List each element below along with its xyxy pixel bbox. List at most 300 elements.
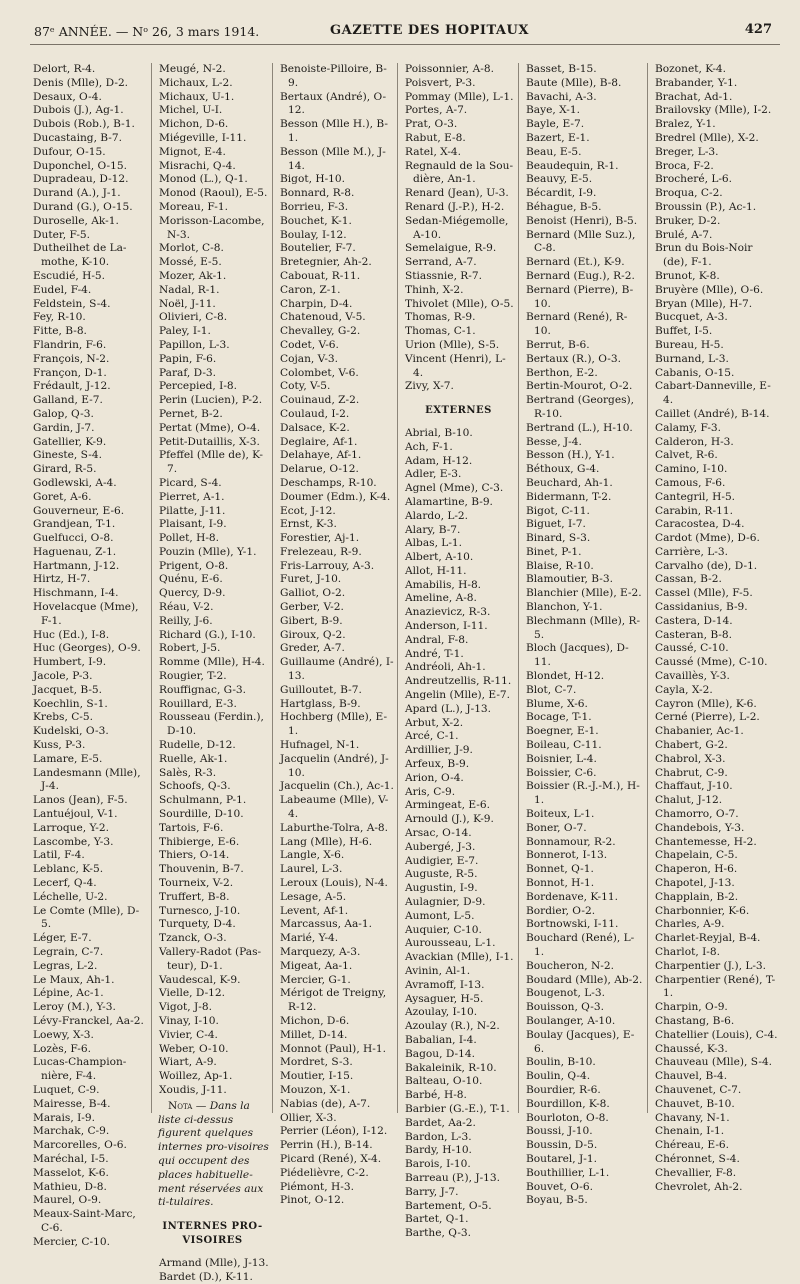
- list-item: Jacquelin (Ch.), Ac-1.: [280, 780, 394, 793]
- list-item: Chabanier, Ac-1.: [655, 725, 744, 738]
- list-item: Binard, S-3.: [526, 532, 591, 545]
- list-item: Semelaigue, R-9.: [405, 242, 497, 255]
- list-item: Masselot, K-6.: [33, 1166, 109, 1179]
- list-item: Binet, P-1.: [526, 545, 582, 558]
- list-item: Chapotel, J-13.: [655, 877, 735, 890]
- list-item: Lecerf, Q-4.: [33, 877, 97, 890]
- list-item: Rouffignac, G-3.: [159, 683, 247, 696]
- list-item: Chavany, N-1.: [655, 1111, 730, 1124]
- list-item: Charpin, O-9.: [655, 1001, 728, 1014]
- list-item: Benoiste-Pilloire, B-9.: [280, 63, 387, 89]
- list-item: Cassel (Mlle), F-5.: [655, 587, 753, 600]
- section-title-externes: EXTERNES: [425, 405, 492, 417]
- list-item: Mignot, E-4.: [159, 145, 226, 158]
- list-item: Béthoux, G-4.: [526, 463, 600, 476]
- list-item: Eudel, F-4.: [33, 283, 92, 296]
- list-item: Brunot, K-8.: [655, 269, 720, 282]
- list-item: Chaussé, K-3.: [655, 1042, 728, 1055]
- list-item: Charbonnier, K-6.: [655, 904, 750, 917]
- list-item: Barois, I-10.: [405, 1158, 471, 1171]
- list-item: Jacquelin (André), J-10.: [280, 752, 389, 779]
- list-item: Bardet, Aa-2.: [405, 1116, 476, 1129]
- list-item: Chandebois, Y-3.: [655, 821, 745, 834]
- list-item: Pommay (Mlle), L-1.: [405, 90, 514, 103]
- list-item: Chapelain, C-5.: [655, 849, 738, 862]
- section-title-internes-provisoires: INTERNES PRO-VISOIRES: [162, 1221, 263, 1246]
- list-item: Chauvel, B-4.: [655, 1070, 728, 1083]
- list-item: Albert, A-10.: [405, 551, 474, 564]
- list-item: Bredrel (Mlle), X-2.: [655, 131, 759, 144]
- list-item: Boissier (R.-J.-M.), H-1.: [526, 780, 640, 807]
- list-item: Noël, J-11.: [159, 297, 216, 310]
- list-item: Cabart-Danneville, E-4.: [655, 380, 771, 407]
- list-item: Percepied, I-8.: [159, 380, 238, 393]
- list-item: Boulin, Q-4.: [526, 1070, 591, 1083]
- list-item: Urion (Mlle), S-5.: [405, 338, 500, 351]
- list-item: Camino, I-10.: [655, 463, 728, 476]
- list-item: Lucas-Champion-nière, F-4.: [33, 1056, 127, 1083]
- list-item: Blot, C-7.: [526, 683, 577, 696]
- list-item: Balteau, O-10.: [405, 1075, 483, 1088]
- list-item: Chamorro, O-7.: [655, 808, 739, 821]
- list-item: Chabrol, X-3.: [655, 752, 726, 765]
- list-item: Bertin-Mourot, O-2.: [526, 380, 633, 393]
- entry-list: [156, 63, 269, 1098]
- list-item: Casteran, B-8.: [655, 628, 732, 641]
- list-item: Couinaud, Z-2.: [280, 394, 360, 407]
- list-item: Carrière, L-3.: [655, 545, 728, 558]
- list-item: Paraf, D-3.: [159, 366, 217, 379]
- list-item: Galop, Q-3.: [33, 407, 94, 420]
- list-item: Portes, A-7.: [405, 104, 468, 117]
- list-item: Ach, F-1.: [405, 440, 453, 453]
- list-item: Maurel, O-9.: [33, 1194, 102, 1207]
- list-item: Amabilis, H-8.: [405, 578, 482, 591]
- list-item: Lascombe, Y-3.: [33, 835, 114, 848]
- list-item: Bouvet, O-6.: [526, 1180, 593, 1193]
- list-item: Bouchard (René), L-1.: [526, 932, 635, 958]
- list-item: Cojan, V-3.: [280, 352, 339, 365]
- list-item: Carabin, R-11.: [655, 504, 733, 517]
- list-item: Avramoff, I-13.: [405, 978, 485, 991]
- page-number: 427: [744, 22, 772, 37]
- list-item: Charlet-Reyjal, B-4.: [655, 932, 761, 945]
- list-item: Baye, X-1.: [526, 104, 580, 117]
- list-item: Thouvenin, B-7.: [159, 863, 244, 876]
- list-item: Bonnot, H-1.: [526, 877, 595, 890]
- list-item: Alary, B-7.: [405, 523, 461, 536]
- column-2: [151, 63, 269, 1283]
- list-item: Dubois (Rob.), B-1.: [33, 118, 135, 131]
- list-item: Latil, F-4.: [33, 849, 85, 862]
- list-item: Sourdille, D-10.: [159, 808, 244, 821]
- list-item: Kudelski, O-3.: [33, 725, 109, 738]
- list-item: Desaux, O-4.: [33, 90, 102, 103]
- running-header: [30, 20, 780, 45]
- entry-list: [402, 63, 515, 394]
- list-item: Basset, B-15.: [526, 63, 597, 75]
- list-item: Piémont, H-3.: [280, 1180, 354, 1193]
- column-6: [647, 63, 780, 1193]
- list-item: Aulagnier, D-9.: [405, 896, 486, 909]
- list-item: Albas, L-1.: [405, 537, 463, 550]
- list-item: Dubois (J.), Ag-1.: [33, 104, 124, 117]
- list-item: Angelin (Mlle), E-7.: [405, 689, 511, 702]
- list-item: Laburthe-Tolra, A-8.: [280, 821, 389, 834]
- list-item: Breger, L-3.: [655, 145, 719, 158]
- list-item: Hartglass, B-9.: [280, 697, 361, 710]
- list-item: Prat, O-3.: [405, 118, 458, 131]
- list-item: Chatenoud, V-5.: [280, 311, 366, 324]
- list-item: Legras, L-2.: [33, 959, 98, 972]
- list-item: Le Maux, Ah-1.: [33, 973, 115, 986]
- list-item: Beaudequin, R-1.: [526, 159, 619, 172]
- list-item: Besse, J-4.: [526, 435, 582, 448]
- list-item: Frelezeau, R-9.: [280, 545, 362, 558]
- list-item: Papin, F-6.: [159, 352, 217, 365]
- list-item: Morisson-Lacombe, N-3.: [159, 214, 265, 241]
- list-item: Chabrut, C-9.: [655, 766, 728, 779]
- list-item: Bruker, D-2.: [655, 214, 721, 227]
- list-item: Girard, R-5.: [33, 463, 97, 476]
- list-item: Romme (Mlle), H-4.: [159, 656, 265, 669]
- list-item: Laurel, L-3.: [280, 863, 343, 876]
- list-item: Chevallier, F-8.: [655, 1166, 737, 1179]
- list-item: Larroque, Y-2.: [33, 821, 109, 834]
- list-item: Baute (Mlle), B-8.: [526, 76, 622, 89]
- list-item: Marcassus, Aa-1.: [280, 918, 372, 931]
- list-item: Bigot, C-11.: [526, 504, 590, 517]
- list-item: Chalut, J-12.: [655, 794, 723, 807]
- list-item: Bougenot, L-3.: [526, 987, 605, 1000]
- list-item: Bernard (Et.), K-9.: [526, 256, 625, 269]
- list-item: Durand (G.), O-15.: [33, 200, 133, 213]
- list-item: Rougier, T-2.: [159, 670, 227, 683]
- list-item: Bralez, Y-1.: [655, 118, 716, 131]
- list-item: Chevrolet, Ah-2.: [655, 1180, 743, 1193]
- list-item: Blaise, R-10.: [526, 559, 594, 572]
- list-item: Delort, R-4.: [33, 63, 96, 75]
- list-item: Bernard (Eug.), R-2.: [526, 269, 635, 282]
- list-item: Lesage, A-5.: [280, 890, 347, 903]
- list-item: Charpentier (J.), L-3.: [655, 959, 767, 972]
- list-item: Broqua, C-2.: [655, 187, 723, 200]
- list-item: Poisvert, P-3.: [405, 76, 476, 89]
- list-item: Schulmann, P-1.: [159, 794, 247, 807]
- list-item: Misrachi, Q-4.: [159, 159, 236, 172]
- list-item: Leroy (M.), Y-3.: [33, 1001, 116, 1014]
- list-item: Turnesco, J-10.: [159, 904, 241, 917]
- list-item: Maréchal, I-5.: [33, 1152, 109, 1165]
- list-item: Chauvenet, C-7.: [655, 1083, 742, 1096]
- list-item: Levent, Af-1.: [280, 904, 349, 917]
- list-item: Wiart, A-9.: [159, 1056, 217, 1069]
- list-item: Mozer, Ak-1.: [159, 269, 227, 282]
- list-item: Cantegril, H-5.: [655, 490, 736, 503]
- list-item: Giroux, Q-2.: [280, 628, 346, 641]
- list-item: Barry, J-7.: [405, 1185, 459, 1198]
- list-item: Barthe, Q-3.: [405, 1227, 472, 1240]
- list-item: Bertrand (L.), H-10.: [526, 421, 633, 434]
- list-item: Andréoli, Ah-1.: [405, 661, 486, 674]
- list-item: Tartois, F-6.: [159, 821, 224, 834]
- list-item: Boudard (Mlle), Ab-2.: [526, 973, 643, 986]
- list-item: Bernard (René), R-10.: [526, 311, 628, 338]
- list-item: Rouillard, E-3.: [159, 697, 237, 710]
- list-item: Charlot, I-8.: [655, 946, 720, 958]
- list-item: Duponchel, O-15.: [33, 159, 127, 172]
- list-item: Leblanc, K-5.: [33, 863, 104, 876]
- list-item: Beauvy, E-5.: [526, 173, 593, 186]
- list-item: Legrain, C-7.: [33, 946, 104, 958]
- list-item: Caussé, C-10.: [655, 642, 729, 655]
- list-item: Migeat, Aa-1.: [280, 959, 353, 972]
- list-item: Calamy, F-3.: [655, 421, 722, 434]
- list-item: Bidermann, T-2.: [526, 490, 612, 503]
- list-item: Le Comte (Mlle), D-5.: [33, 904, 140, 931]
- list-item: Michon, D-6.: [280, 1014, 350, 1027]
- list-item: Boileau, C-11.: [526, 739, 602, 752]
- list-item: Berrut, B-6.: [526, 338, 590, 351]
- list-item: Sedan-Miégemolle, A-10.: [405, 214, 509, 241]
- list-item: Michaux, L-2.: [159, 76, 233, 89]
- list-item: Cassidanius, B-9.: [655, 601, 748, 614]
- list-item: Lévy-Franckel, Aa-2.: [33, 1014, 144, 1027]
- list-item: Andral, F-8.: [405, 633, 469, 646]
- list-item: Bryan (Mlle), H-7.: [655, 297, 753, 310]
- list-item: Alardo, L-2.: [405, 509, 469, 522]
- list-item: Grandjean, T-1.: [33, 518, 116, 531]
- list-item: Nadal, R-1.: [159, 283, 220, 296]
- list-item: Boner, O-7.: [526, 821, 587, 834]
- list-item: Truffert, B-8.: [159, 890, 230, 903]
- list-item: Azoulay, I-10.: [405, 1006, 478, 1019]
- list-item: Bertaux (André), O-12.: [280, 90, 387, 117]
- list-item: Leroux (Louis), N-4.: [280, 877, 388, 890]
- list-item: Boisnier, L-4.: [526, 752, 597, 765]
- list-item: Bonnard, R-8.: [280, 187, 355, 200]
- list-item: Cardot (Mme), D-6.: [655, 532, 760, 545]
- list-item: Boussi, J-10.: [526, 1125, 593, 1138]
- list-item: Calderon, H-3.: [655, 435, 734, 448]
- list-item: Michel, U-I.: [159, 104, 223, 117]
- note: [156, 1100, 269, 1210]
- list-item: Bouisson, Q-3.: [526, 1001, 604, 1014]
- list-item: Apard (L.), J-13.: [405, 702, 492, 715]
- list-item: Marchak, C-9.: [33, 1125, 110, 1138]
- list-item: Renard (J.-P.), H-2.: [405, 200, 505, 213]
- list-item: Paley, I-1.: [159, 325, 211, 338]
- list-item: Hochberg (Mlle), E-1.: [280, 711, 388, 738]
- list-item: Azoulay (R.), N-2.: [405, 1020, 500, 1033]
- list-item: Richard (G.), I-10.: [159, 628, 256, 641]
- list-item: Reilly, J-6.: [159, 614, 213, 627]
- list-item: Bourloton, O-8.: [526, 1111, 609, 1124]
- list-item: Michon, D-6.: [159, 118, 229, 131]
- list-item: Quercy, D-9.: [159, 587, 226, 600]
- list-item: Blondet, H-12.: [526, 670, 605, 683]
- list-item: Perrier (Léon), I-12.: [280, 1125, 388, 1138]
- list-item: Boissier, C-6.: [526, 766, 597, 779]
- list-item: Galliot, O-2.: [280, 587, 346, 600]
- list-item: Guelfucci, O-8.: [33, 532, 114, 545]
- list-item: Chenain, I-1.: [655, 1125, 725, 1138]
- list-item: Vivier, C-4.: [159, 1028, 218, 1041]
- list-item: Burnand, L-3.: [655, 352, 729, 365]
- list-item: Bourdillon, K-8.: [526, 1097, 610, 1110]
- list-item: Bartet, Q-1.: [405, 1213, 469, 1226]
- list-item: Regnauld de la Sou-dière, An-1.: [405, 159, 514, 186]
- list-item: Chabert, G-2.: [655, 739, 728, 752]
- list-item: Berthon, E-2.: [526, 366, 598, 379]
- list-item: Salès, R-3.: [159, 766, 217, 779]
- list-item: Borrieu, F-3.: [280, 200, 349, 213]
- list-item: Bernard (Mlle Suz.), C-8.: [526, 228, 636, 255]
- list-item: Avackian (Mlle), I-1.: [405, 951, 514, 964]
- list-item: Caracostea, D-4.: [655, 518, 745, 531]
- list-item: Deschamps, R-10.: [280, 476, 377, 489]
- list-item: Vinay, I-10.: [159, 1014, 219, 1027]
- list-item: Boegner, E-1.: [526, 725, 599, 738]
- list-item: Aysaguer, H-5.: [405, 992, 484, 1005]
- list-item: Ecot, J-12.: [280, 504, 336, 517]
- list-item: Ameline, A-8.: [405, 592, 477, 605]
- list-item: Anderson, I-11.: [405, 620, 488, 633]
- list-item: Bertaux (R.), O-3.: [526, 352, 621, 365]
- list-item: Dupradeau, D-12.: [33, 173, 129, 186]
- list-item: Bordier, O-2.: [526, 904, 596, 917]
- list-item: Mercier, G-1.: [280, 973, 351, 986]
- list-item: Picard, S-4.: [159, 476, 222, 489]
- list-item: Bardon, L-3.: [405, 1130, 472, 1143]
- list-item: Landesmann (Mlle), J-4.: [33, 766, 141, 793]
- list-item: Blanchon, Y-1.: [526, 601, 603, 614]
- list-item: Barbé, H-8.: [405, 1089, 467, 1102]
- list-item: Ducastaing, B-7.: [33, 131, 122, 144]
- list-item: Bloch (Jacques), D-11.: [526, 642, 629, 669]
- list-item: Arcé, C-1.: [405, 730, 459, 743]
- list-item: Escudié, H-5.: [33, 269, 106, 282]
- list-item: Bartement, O-5.: [405, 1199, 492, 1212]
- list-item: Bouchet, K-1.: [280, 214, 352, 227]
- list-item: Fitte, B-8.: [33, 325, 87, 338]
- list-item: Boulay, I-12.: [280, 228, 347, 241]
- list-item: Meugé, N-2.: [159, 63, 226, 75]
- list-item: Goret, A-6.: [33, 490, 92, 503]
- list-item: Fris-Larrouy, A-3.: [280, 559, 375, 572]
- list-item: Lépine, Ac-1.: [33, 987, 104, 1000]
- list-item: Humbert, I-9.: [33, 656, 107, 669]
- list-item: Plaisant, I-9.: [159, 518, 227, 531]
- list-item: Barreau (P.), J-13.: [405, 1171, 501, 1184]
- column-4: [397, 63, 515, 1240]
- list-item: Armingeat, E-6.: [405, 799, 490, 812]
- list-item: Carvalho (de), D-1.: [655, 559, 758, 572]
- list-item: Robert, J-5.: [159, 642, 221, 655]
- list-item: Besson (Mlle H.), B-1.: [280, 118, 388, 144]
- list-item: Boutarel, J-1.: [526, 1152, 597, 1165]
- list-item: Adler, E-3.: [405, 468, 462, 481]
- list-item: Bakaleinik, R-10.: [405, 1061, 497, 1074]
- list-item: Lamare, E-5.: [33, 752, 103, 765]
- list-item: Schoofs, Q-3.: [159, 780, 231, 793]
- list-item: André, T-1.: [405, 647, 464, 660]
- entry-list: [277, 63, 394, 1208]
- list-item: Poissonnier, A-8.: [405, 63, 494, 75]
- list-item: Bordenave, K-11.: [526, 890, 618, 903]
- column-1: [30, 63, 148, 1248]
- list-item: Bazert, E-1.: [526, 131, 590, 144]
- list-item: Blanchier (Mlle), E-2.: [526, 587, 642, 600]
- list-item: Broca, F-2.: [655, 159, 714, 172]
- list-item: Aumont, L-5.: [405, 909, 475, 922]
- list-item: Thinh, X-2.: [405, 283, 464, 296]
- list-item: Arsac, O-14.: [405, 827, 472, 840]
- list-item: Barbier (G.-E.), T-1.: [405, 1102, 510, 1115]
- list-item: Boiteux, L-1.: [526, 808, 595, 821]
- list-item: Fey, R-10.: [33, 311, 86, 324]
- list-item: Duroselle, Ak-1.: [33, 214, 119, 227]
- list-item: Brun du Bois-Noir (de), F-1.: [655, 242, 753, 269]
- list-item: Pinot, O-12.: [280, 1194, 345, 1207]
- list-item: Bayle, E-7.: [526, 118, 585, 131]
- list-item: François, N-2.: [33, 352, 110, 365]
- list-item: Bonnerot, I-13.: [526, 849, 608, 862]
- list-item: Auguste, R-5.: [405, 868, 478, 881]
- list-item: Brachat, Ad-1.: [655, 90, 733, 103]
- list-item: Kuss, P-3.: [33, 739, 86, 752]
- list-item: Chéronnet, S-4.: [655, 1152, 740, 1165]
- list-item: Cabanis, O-15.: [655, 366, 735, 379]
- list-item: Audigier, E-7.: [405, 854, 479, 867]
- list-item: Chastang, B-6.: [655, 1014, 735, 1027]
- list-item: Boyau, B-5.: [526, 1194, 588, 1207]
- list-item: Lantuéjoul, V-1.: [33, 808, 118, 821]
- list-item: Buffet, I-5.: [655, 325, 713, 338]
- note-label: Nota: [168, 1099, 193, 1112]
- list-item: Charles, A-9.: [655, 918, 725, 931]
- list-item: Zivy, X-7.: [405, 380, 454, 393]
- list-item: Quénu, E-6.: [159, 573, 223, 586]
- list-item: Chaffaut, J-10.: [655, 780, 733, 793]
- list-item: Charpin, D-4.: [280, 297, 353, 310]
- list-item: Delarue, O-12.: [280, 463, 359, 476]
- list-item: Cayla, X-2.: [655, 683, 713, 696]
- list-item: Papillon, L-3.: [159, 338, 230, 351]
- list-item: Gerber, V-2.: [280, 601, 344, 614]
- list-item: Caussé (Mme), C-10.: [655, 656, 768, 669]
- list-item: Vigot, J-8.: [159, 1001, 212, 1014]
- list-item: Olivieri, C-8.: [159, 311, 228, 324]
- list-item: Brulé, A-7.: [655, 228, 713, 241]
- list-item: Meaux-Saint-Marc, C-6.: [33, 1208, 136, 1234]
- entry-list: [652, 63, 780, 1194]
- list-item: Monod (L.), Q-1.: [159, 173, 248, 186]
- entry-list: [30, 63, 148, 1250]
- list-item: Gineste, S-4.: [33, 449, 102, 462]
- list-item: Ernst, K-3.: [280, 518, 337, 531]
- list-item: Coty, V-5.: [280, 380, 331, 393]
- list-item: Huc (Ed.), I-8.: [33, 628, 110, 641]
- list-item: Léchelle, U-2.: [33, 890, 108, 903]
- list-item: Bardet (D.), K-11.: [159, 1270, 253, 1283]
- list-item: Marquezy, A-3.: [280, 946, 361, 958]
- list-item: Marais, I-9.: [33, 1111, 95, 1124]
- list-item: Anazievicz, R-3.: [405, 606, 491, 619]
- list-item: Bernard (Pierre), B-10.: [526, 283, 634, 310]
- note-text: — Dans la liste ci-dessus figurent quelques internes pro-visoires qui occupent des places habituelle-ment réservées aux ti-tulaires.: [158, 1099, 269, 1209]
- list-item: Bagou, D-14.: [405, 1047, 475, 1060]
